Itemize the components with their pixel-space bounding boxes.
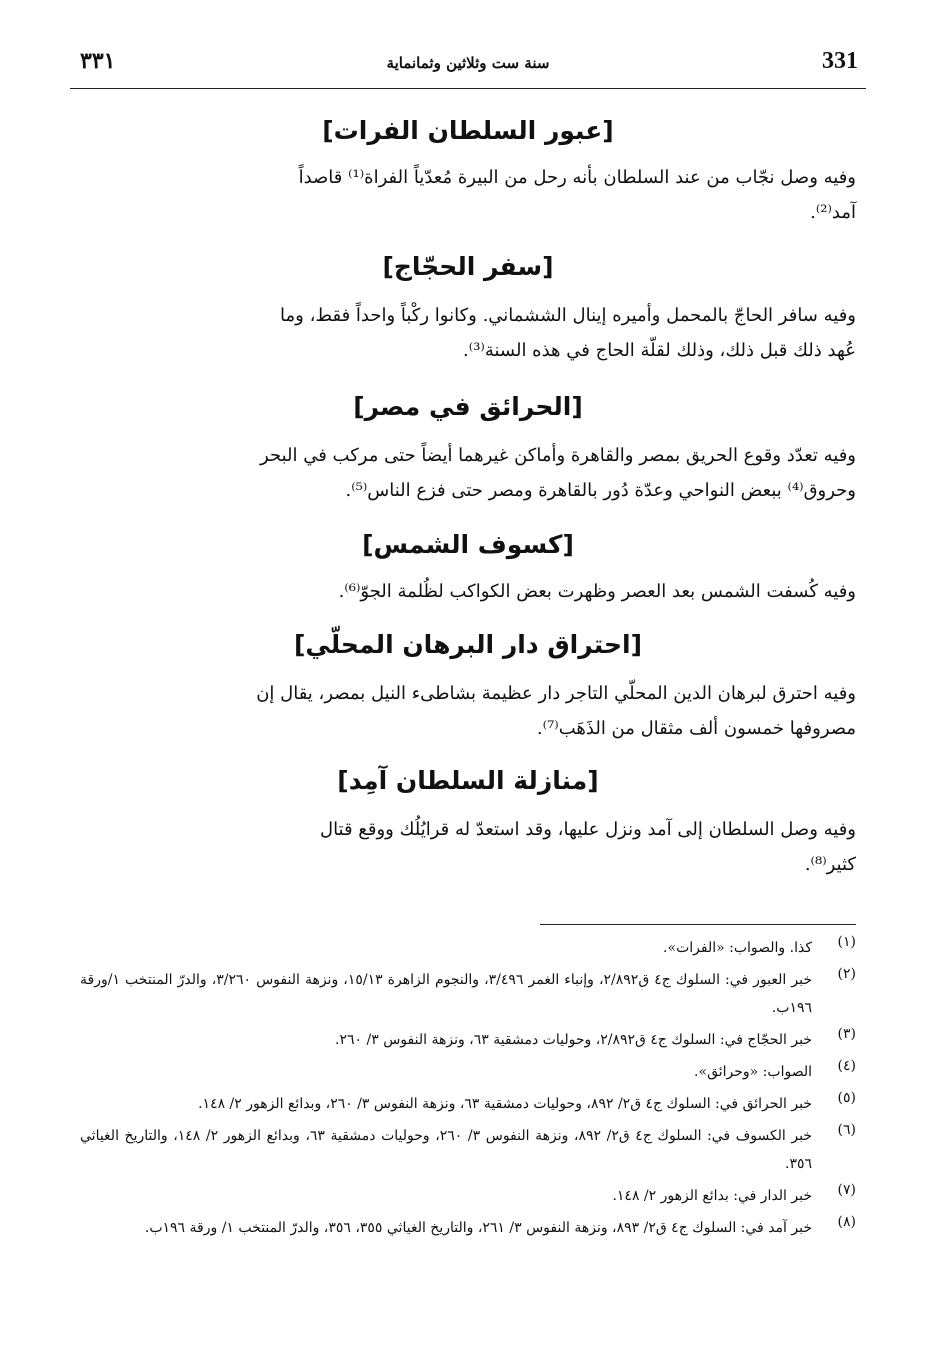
- footnote-number: (٦): [837, 1122, 856, 1138]
- footnote-number: (٢): [837, 966, 856, 982]
- paragraph-line: وفيه سافر الحاجّ بالمحمل وأميره إينال الششماني. وكانوا ركْباً واحداً فقط، وما: [280, 305, 856, 326]
- paragraph-line: مصروفها خمسون ألف مثقال من الذَهَب⁽⁷⁾.: [536, 718, 856, 739]
- section-heading: [احتراق دار البرهان المحلّي]: [293, 630, 643, 659]
- footnote-item: [80, 966, 856, 1022]
- footnote-number: (٥): [837, 1090, 856, 1106]
- section-heading: [عبور السلطان الفرات]: [322, 116, 614, 145]
- footnote-text: الصواب: «وحرائق».: [694, 1064, 812, 1080]
- footnote-rule: [540, 924, 856, 925]
- paragraph-line: آمد⁽²⁾.: [810, 202, 856, 223]
- section-paragraph: [80, 812, 856, 882]
- paragraph-line: وفيه تعدّد وقوع الحريق بمصر والقاهرة وأماكن غيرهما أيضاً حتى مركب في البحر: [260, 445, 856, 466]
- paragraph-line: كثير⁽⁸⁾.: [804, 854, 856, 875]
- section-paragraph: [80, 160, 856, 230]
- section-paragraph: [80, 298, 856, 368]
- section-heading: [منازلة السلطان آمِد]: [337, 766, 599, 795]
- footnote-number: (١): [837, 934, 856, 950]
- header-rule: [70, 88, 866, 89]
- footnote-text: خبر آمد في: السلوك ج٤ ق٢/ ٨٩٣، ونزهة النفوس ٣/ ٢٦١، والتاريخ الغياثي ٣٥٥، ٣٥٦، والدرّ المنتخب ١/ ورقة ١٩٦ب.: [144, 1220, 812, 1236]
- section-heading: [سفر الحجّاج]: [382, 252, 554, 281]
- footnote-item: [80, 1058, 856, 1086]
- footnote-text: خبر الكسوف في: السلوك ج٤ ق٢/ ٨٩٢، ونزهة النفوس ٣/ ٢٦٠، وحوليات دمشقية ٦٣، وبدائع الزهور ٢/ ١٤٨، والتاريخ الغياثي ٣٥٦.: [80, 1128, 812, 1172]
- section-paragraph: [80, 676, 856, 746]
- footnote-item: [80, 1122, 856, 1178]
- paragraph-line: وفيه وصل السلطان إلى آمد ونزل عليها، وقد استعدّ له قرايُلُك ووقع قتال: [319, 819, 856, 840]
- footnote-text: كذا. والصواب: «الفرات».: [663, 940, 812, 956]
- footnote-item: [80, 1090, 856, 1118]
- section-paragraph: [80, 438, 856, 508]
- footnote-item: [80, 1026, 856, 1054]
- running-header: [70, 48, 866, 86]
- paragraph-line: وفيه كُسفت الشمس بعد العصر وظهرت بعض الكواكب لظُلمة الجوّ⁽⁶⁾.: [338, 581, 856, 602]
- paragraph-line: وحروق⁽⁴⁾ ببعض النواحي وعدّة دُور بالقاهرة ومصر حتى فزع الناس⁽⁵⁾.: [345, 480, 856, 501]
- footnote-text: خبر العبور في: السلوك ج٤ ق٢/٨٩٢، وإنباء الغمر ٣/٤٩٦، والنجوم الزاهرة ١٥/١٣، ونزهة النفوس ٣/٢٦٠، والدرّ المنتخب ١/ورقة ١٩٦ب.: [80, 972, 812, 1016]
- footnote-text: خبر الحجّاج في: السلوك ج٤ ق٢/٨٩٢، وحوليات دمشقية ٦٣، ونزهة النفوس ٣/ ٢٦٠.: [335, 1032, 812, 1048]
- footnote-number: (٧): [837, 1182, 856, 1198]
- footnotes: [80, 934, 856, 1246]
- footnote-number: (٣): [837, 1026, 856, 1042]
- section-paragraph: [80, 574, 856, 609]
- footnote-number: (٨): [837, 1214, 856, 1230]
- running-title: سنة ست وثلاثين وثمانماية: [386, 54, 550, 72]
- page-number-arabic: ٣٣١: [80, 48, 116, 74]
- section-heading: [كسوف الشمس]: [362, 530, 574, 559]
- footnote-number: (٤): [837, 1058, 856, 1074]
- paragraph-line: وفيه احترق لبرهان الدين المحلّي التاجر دار عظيمة بشاطىء النيل بمصر، يقال إن: [256, 683, 856, 704]
- section-heading: [الحرائق في مصر]: [353, 392, 583, 421]
- paragraph-line: وفيه وصل نجّاب من عند السلطان بأنه رحل من البيرة مُعدّياً الفراة⁽¹⁾ قاصداً: [298, 167, 856, 188]
- footnote-text: خبر الدار في: بدائع الزهور ٢/ ١٤٨.: [612, 1188, 812, 1204]
- footnote-item: [80, 934, 856, 962]
- page-number-latin: 331: [822, 48, 858, 74]
- footnote-item: [80, 1214, 856, 1242]
- paragraph-line: عُهد ذلك قبل ذلك، وذلك لقلّة الحاج في هذه السنة⁽³⁾.: [463, 340, 856, 361]
- footnote-item: [80, 1182, 856, 1210]
- footnote-text: خبر الحرائق في: السلوك ج٤ ق٢/ ٨٩٢، وحوليات دمشقية ٦٣، ونزهة النفوس ٣/ ٢٦٠، وبدائع الزهور ٢/ ١٤٨.: [198, 1096, 812, 1112]
